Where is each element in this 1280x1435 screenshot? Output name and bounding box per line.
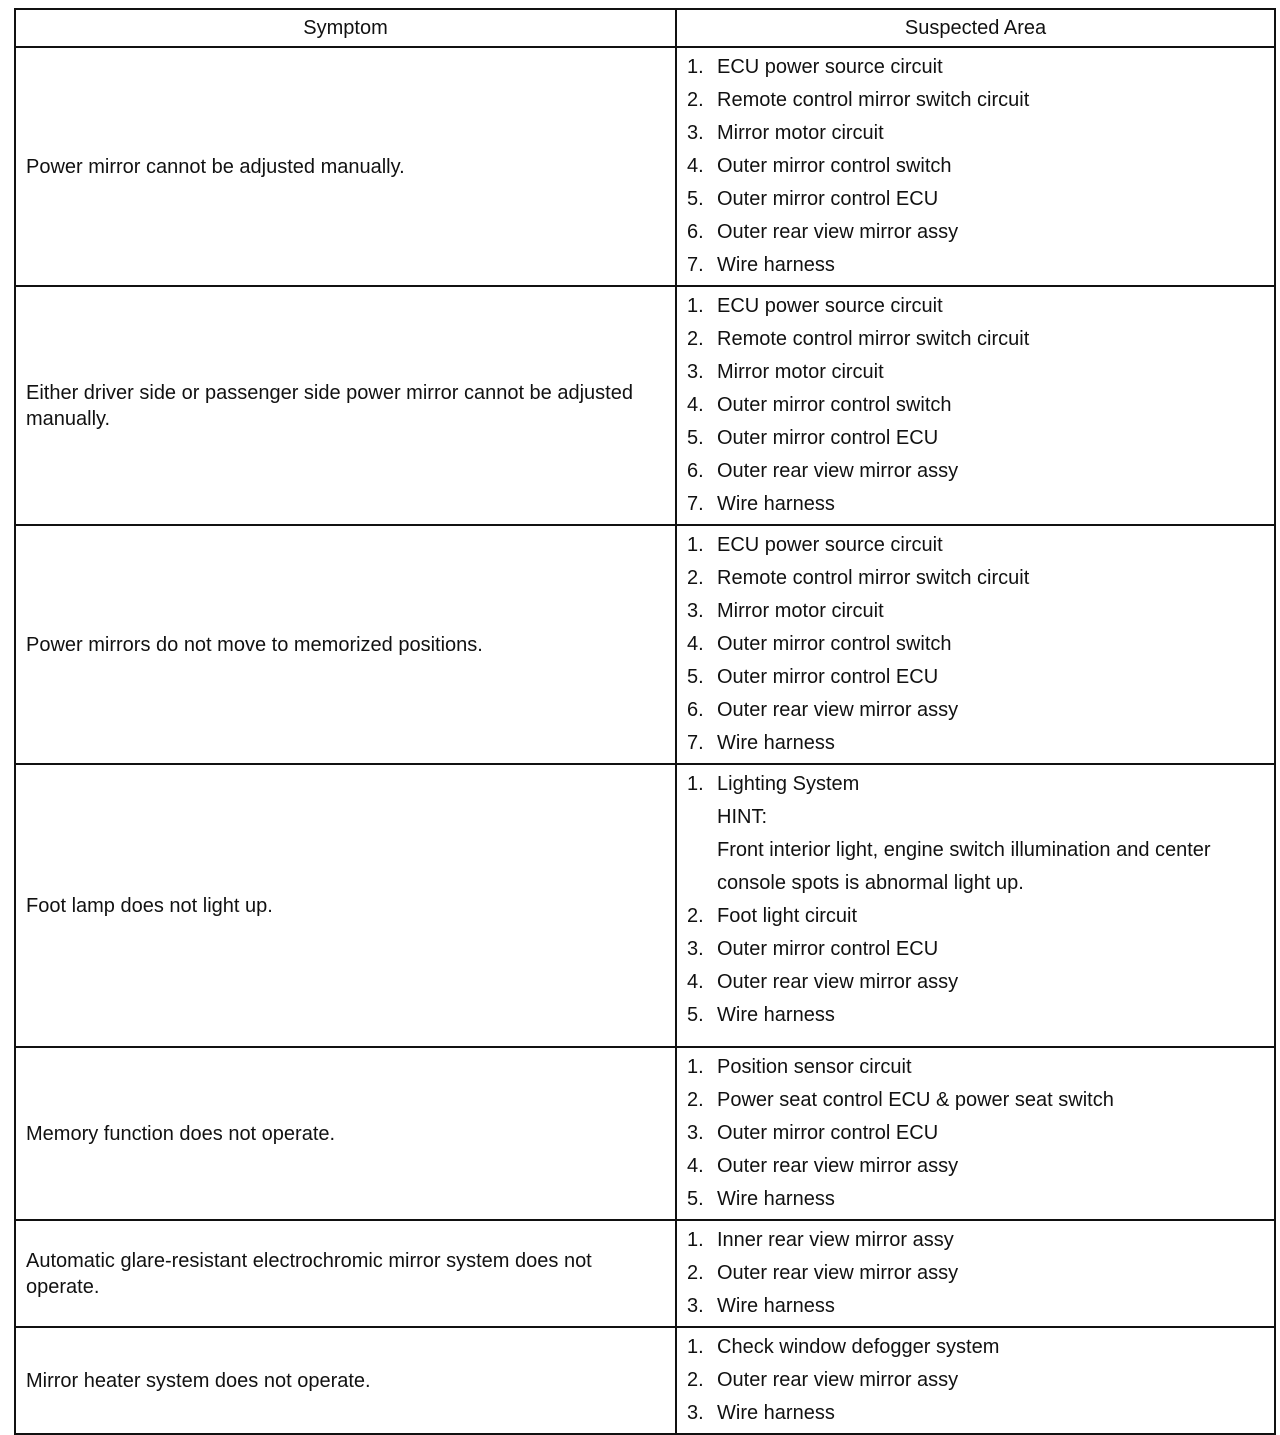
list-item [687, 1117, 1264, 1150]
suspected-area-list [687, 768, 1264, 1032]
list-item [687, 150, 1264, 183]
list-item [687, 966, 1264, 999]
list-item [687, 389, 1264, 422]
item-number: 3. [687, 1295, 704, 1317]
list-item [687, 694, 1264, 727]
item-text [717, 356, 1264, 389]
list-item [687, 183, 1264, 216]
suspected-area-cell [676, 525, 1275, 764]
item-label: Wire harness [717, 1188, 835, 1210]
item-text [717, 216, 1264, 249]
item-label: Wire harness [717, 493, 835, 515]
table-row [15, 1047, 1275, 1220]
item-text [717, 999, 1264, 1032]
item-text [717, 1290, 1264, 1323]
item-label: ECU power source circuit [717, 534, 943, 556]
table-row [15, 525, 1275, 764]
item-number: 6. [687, 221, 704, 243]
item-number: 7. [687, 254, 704, 276]
suspected-area-cell [676, 1327, 1275, 1434]
item-text [717, 562, 1264, 595]
item-number: 3. [687, 122, 704, 144]
item-number: 5. [687, 188, 704, 210]
item-number: 2. [687, 1089, 704, 1111]
table-body [15, 47, 1275, 1434]
item-text [717, 933, 1264, 966]
problem-symptoms-table [14, 8, 1276, 1435]
item-label: Remote control mirror switch circuit [717, 567, 1030, 589]
item-number: 5. [687, 1004, 704, 1026]
item-label: Position sensor circuit [717, 1056, 912, 1078]
item-number: 3. [687, 1122, 704, 1144]
item-label: ECU power source circuit [717, 295, 943, 317]
item-text [717, 290, 1264, 323]
item-number: 3. [687, 600, 704, 622]
suspected-area-cell [676, 286, 1275, 525]
item-number: 5. [687, 427, 704, 449]
item-text [717, 661, 1264, 694]
item-hint-line: HINT: [717, 806, 767, 828]
symptom-cell: Mirror heater system does not operate. [15, 1327, 676, 1434]
item-label: Power seat control ECU & power seat switch [717, 1089, 1114, 1111]
table-row [15, 764, 1275, 1047]
item-number: 1. [687, 773, 704, 795]
item-number: 2. [687, 89, 704, 111]
item-label: Outer rear view mirror assy [717, 1155, 959, 1177]
list-item [687, 900, 1264, 933]
item-text [717, 595, 1264, 628]
item-number: 3. [687, 938, 704, 960]
item-text [717, 389, 1264, 422]
item-label: Wire harness [717, 1402, 835, 1424]
list-item [687, 1364, 1264, 1397]
list-item [687, 628, 1264, 661]
item-text [717, 1364, 1264, 1397]
list-item [687, 933, 1264, 966]
item-number: 1. [687, 534, 704, 556]
suspected-area-list [687, 1331, 1264, 1430]
item-text [717, 183, 1264, 216]
list-item [687, 117, 1264, 150]
item-number: 7. [687, 732, 704, 754]
item-number: 4. [687, 394, 704, 416]
suspected-area-cell [676, 1047, 1275, 1220]
item-label: Outer rear view mirror assy [717, 460, 959, 482]
item-text [717, 1183, 1264, 1216]
suspected-area-list [687, 1224, 1264, 1323]
item-label: Wire harness [717, 732, 835, 754]
header-row [15, 9, 1275, 47]
item-text [717, 488, 1264, 521]
item-text [717, 1051, 1264, 1084]
item-hint-line: Front interior light, engine switch illumination and center [717, 839, 1211, 861]
item-label: Outer rear view mirror assy [717, 971, 959, 993]
list-item [687, 356, 1264, 389]
item-text [717, 628, 1264, 661]
item-number: 1. [687, 1056, 704, 1078]
suspected-area-list [687, 1051, 1264, 1216]
item-label: Mirror motor circuit [717, 361, 884, 383]
table-header [15, 9, 1275, 47]
item-text [717, 1331, 1264, 1364]
symptom-cell: Foot lamp does not light up. [15, 764, 676, 1047]
item-number: 2. [687, 1262, 704, 1284]
suspected-area-list [687, 51, 1264, 282]
item-number: 1. [687, 56, 704, 78]
table-row [15, 1327, 1275, 1434]
item-label: Foot light circuit [717, 905, 858, 927]
item-text [717, 1257, 1264, 1290]
list-item [687, 422, 1264, 455]
symptom-cell: Memory function does not operate. [15, 1047, 676, 1220]
item-text [717, 117, 1264, 150]
item-number: 2. [687, 567, 704, 589]
item-text [717, 900, 1264, 933]
item-number: 3. [687, 1402, 704, 1424]
symptom-cell: Power mirrors do not move to memorized positions. [15, 525, 676, 764]
item-text [717, 51, 1264, 84]
list-item [687, 1224, 1264, 1257]
item-label: ECU power source circuit [717, 56, 943, 78]
suspected-area-cell [676, 764, 1275, 1047]
item-label: Outer mirror control ECU [717, 1122, 939, 1144]
item-number: 6. [687, 699, 704, 721]
item-number: 4. [687, 1155, 704, 1177]
suspected-area-cell [676, 1220, 1275, 1327]
list-item [687, 768, 1264, 900]
table-row [15, 47, 1275, 286]
list-item [687, 595, 1264, 628]
item-label: Outer rear view mirror assy [717, 1369, 959, 1391]
item-number: 5. [687, 666, 704, 688]
item-hint-line: console spots is abnormal light up. [717, 872, 1024, 894]
item-label: Wire harness [717, 1295, 835, 1317]
item-text [717, 422, 1264, 455]
list-item [687, 290, 1264, 323]
table-row [15, 286, 1275, 525]
item-text [717, 323, 1264, 356]
list-item [687, 1331, 1264, 1364]
item-text [717, 1084, 1264, 1117]
item-label: Outer mirror control ECU [717, 188, 939, 210]
suspected-area-list [687, 529, 1264, 760]
item-label: Outer rear view mirror assy [717, 1262, 959, 1284]
item-label: Outer mirror control switch [717, 394, 952, 416]
list-item [687, 529, 1264, 562]
list-item [687, 249, 1264, 282]
list-item [687, 1084, 1264, 1117]
item-text [717, 966, 1264, 999]
list-item [687, 84, 1264, 117]
list-item [687, 488, 1264, 521]
item-number: 4. [687, 971, 704, 993]
item-label: Wire harness [717, 254, 835, 276]
item-number: 3. [687, 361, 704, 383]
list-item [687, 1257, 1264, 1290]
item-label: Outer rear view mirror assy [717, 221, 959, 243]
item-label: Outer mirror control switch [717, 633, 952, 655]
item-label: Check window defogger system [717, 1336, 1000, 1358]
item-text [717, 249, 1264, 282]
item-label: Remote control mirror switch circuit [717, 89, 1030, 111]
list-item [687, 999, 1264, 1032]
header-symptom: Symptom [15, 9, 676, 47]
item-text [717, 694, 1264, 727]
item-label: Outer mirror control ECU [717, 666, 939, 688]
symptom-cell: Automatic glare-resistant electrochromic mirror system does not operate. [15, 1220, 676, 1327]
item-label: Outer mirror control ECU [717, 938, 939, 960]
symptom-cell: Power mirror cannot be adjusted manually. [15, 47, 676, 286]
item-number: 2. [687, 905, 704, 927]
item-text [717, 727, 1264, 760]
item-text [717, 1117, 1264, 1150]
item-text [717, 768, 1264, 900]
item-number: 5. [687, 1188, 704, 1210]
item-number: 6. [687, 460, 704, 482]
list-item [687, 216, 1264, 249]
list-item [687, 1183, 1264, 1216]
item-label: Mirror motor circuit [717, 600, 884, 622]
list-item [687, 323, 1264, 356]
suspected-area-list [687, 290, 1264, 521]
item-number: 4. [687, 155, 704, 177]
item-label: Wire harness [717, 1004, 835, 1026]
item-label: Remote control mirror switch circuit [717, 328, 1030, 350]
table-row [15, 1220, 1275, 1327]
item-text [717, 1150, 1264, 1183]
item-label: Inner rear view mirror assy [717, 1229, 954, 1251]
item-label: Mirror motor circuit [717, 122, 884, 144]
item-text [717, 150, 1264, 183]
item-text [717, 1224, 1264, 1257]
item-number: 1. [687, 1336, 704, 1358]
item-number: 2. [687, 1369, 704, 1391]
item-label: Outer mirror control switch [717, 155, 952, 177]
item-text [717, 455, 1264, 488]
item-label: Lighting System [717, 773, 860, 795]
item-text [717, 1397, 1264, 1430]
list-item [687, 51, 1264, 84]
item-number: 1. [687, 1229, 704, 1251]
item-number: 4. [687, 633, 704, 655]
item-number: 7. [687, 493, 704, 515]
item-number: 1. [687, 295, 704, 317]
list-item [687, 1150, 1264, 1183]
list-item [687, 661, 1264, 694]
suspected-area-cell [676, 47, 1275, 286]
list-item [687, 455, 1264, 488]
item-label: Outer rear view mirror assy [717, 699, 959, 721]
item-text [717, 84, 1264, 117]
symptom-cell: Either driver side or passenger side power mirror cannot be adjusted manually. [15, 286, 676, 525]
item-text [717, 529, 1264, 562]
list-item [687, 562, 1264, 595]
list-item [687, 727, 1264, 760]
item-label: Outer mirror control ECU [717, 427, 939, 449]
header-suspected-area: Suspected Area [676, 9, 1275, 47]
list-item [687, 1397, 1264, 1430]
list-item [687, 1290, 1264, 1323]
list-item [687, 1051, 1264, 1084]
item-number: 2. [687, 328, 704, 350]
